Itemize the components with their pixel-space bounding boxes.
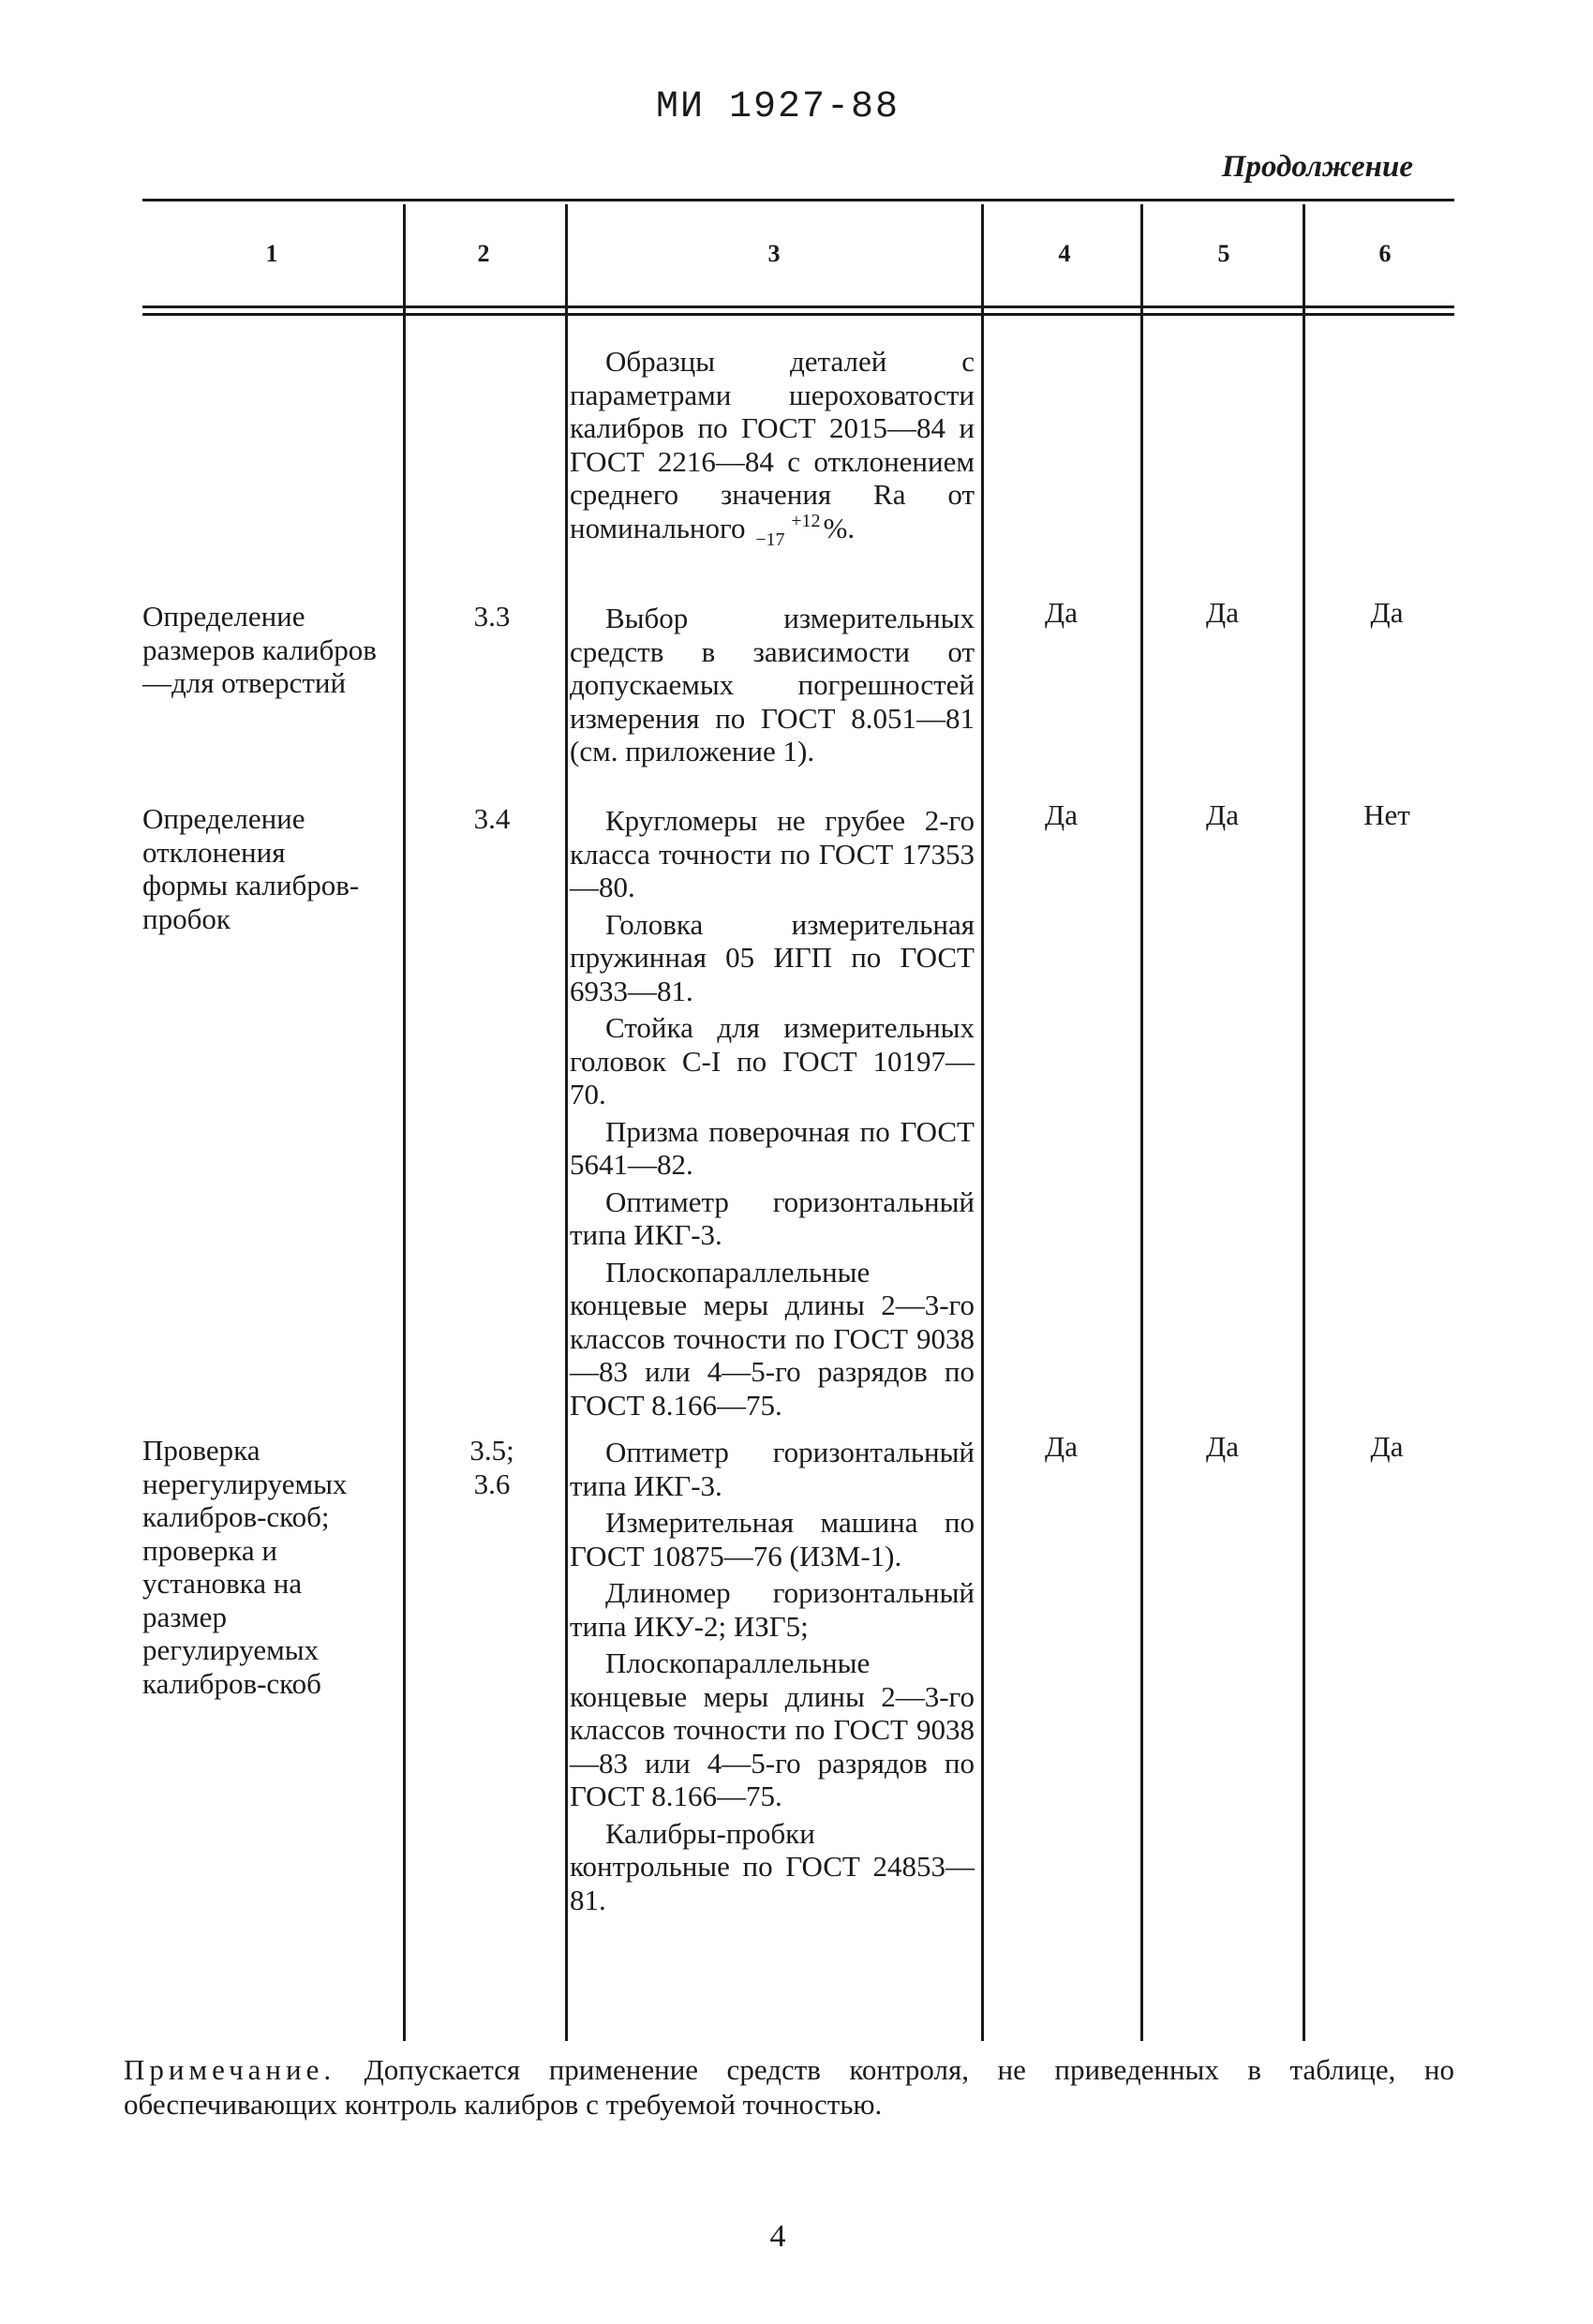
- tolerance-lower: −17: [755, 529, 785, 551]
- measuring-means-cell: [570, 602, 975, 772]
- column-number: 2: [477, 240, 490, 267]
- operation-cell: Проверка нерегулируемых калибров-скоб; проверка и установка на размер регулируемых калибров-скоб: [142, 1434, 348, 1700]
- means-item: Оптиметр горизонтальный типа ИКГ-3.: [570, 1184, 975, 1251]
- means-item: Стойка для измерительных головок С-I по ГОСТ 10197—70.: [570, 1011, 975, 1110]
- column-number: 1: [265, 240, 278, 267]
- column-number: 5: [1217, 240, 1230, 267]
- table-top-rule: [142, 199, 1454, 201]
- col6-cell: Нет: [1363, 798, 1410, 831]
- measuring-means-cell: [570, 1436, 975, 1920]
- measuring-means-intro: [570, 345, 975, 553]
- header-bottom-rule: [142, 305, 1454, 308]
- document-code: МИ 1927-88: [655, 86, 901, 128]
- header-bottom-rule-double: [142, 313, 1454, 316]
- operation-cell: Определение размеров калибров—для отверстий: [142, 600, 377, 699]
- tolerance-unit: %.: [823, 511, 856, 544]
- col5-cell: Да: [1206, 798, 1239, 831]
- continuation-label: Продолжение: [1221, 150, 1413, 184]
- means-item: Калибры-пробки контрольные по ГОСТ 24853—81.: [570, 1816, 975, 1916]
- means-item: Плоскопараллельные концевые меры длины 2—3-го классов точности по ГОСТ 9038—83 или 4—5-го разрядов по ГОСТ 8.166—75.: [570, 1255, 975, 1422]
- tolerance-fraction: [755, 512, 820, 549]
- clause-line: 3.6: [473, 1467, 511, 1500]
- means-item: Оптиметр горизонтальный типа ИКГ-3.: [570, 1436, 975, 1502]
- col4-cell: Да: [1045, 1430, 1078, 1463]
- means-item: Длиномер горизонтальный типа ИКУ-2; ИЗГ5;: [570, 1576, 975, 1643]
- column-divider-1: [403, 204, 406, 2041]
- operation-cell: Определение отклонения формы калибров-пробок: [142, 802, 360, 935]
- clause-cell: 3.4: [473, 802, 511, 835]
- means-item: Головка измерительная пружинная 05 ИГП по ГОСТ 6933—81.: [570, 907, 975, 1007]
- col5-cell: Да: [1206, 1430, 1239, 1463]
- intro-text: Образцы деталей с параметрами шероховатости калибров по ГОСТ 2015—84 и ГОСТ 2216—84 с отклонением среднего значения Ra от номинального: [570, 345, 975, 544]
- note-label: Примечание.: [124, 2053, 336, 2086]
- col5-cell: Да: [1206, 596, 1239, 629]
- means-item: Измерительная машина по ГОСТ 10875—76 (ИЗМ-1).: [570, 1506, 975, 1572]
- means-item: Кругломеры не грубее 2-го класса точности по ГОСТ 17353—80.: [570, 804, 975, 903]
- clause-cell: [412, 1434, 572, 1500]
- page-number: 4: [769, 2219, 786, 2254]
- column-divider-4: [1140, 204, 1143, 2041]
- means-item: Плоскопараллельные концевые меры длины 2—3-го классов точности по ГОСТ 9038—83 или 4—5-го разрядов по ГОСТ 8.166—75.: [570, 1646, 975, 1812]
- column-divider-3: [981, 204, 984, 2041]
- clause-cell: 3.3: [473, 600, 511, 633]
- col6-cell: Да: [1370, 1430, 1404, 1463]
- col4-cell: Да: [1045, 596, 1078, 629]
- tolerance-upper: +12: [791, 511, 821, 532]
- col4-cell: Да: [1045, 798, 1078, 831]
- column-number: 6: [1378, 240, 1392, 267]
- clause-line: 3.5;: [469, 1434, 514, 1467]
- note-text: Допускается применение средств контроля, не приведенных в таблице, но обеспечивающих контроль калибров с требуемой точностью.: [124, 2053, 1454, 2121]
- means-item: Выбор измерительных средств в зависимости от допускаемых погрешностей измерения по ГОСТ 8.051—81 (см. приложение 1).: [570, 602, 975, 767]
- column-divider-5: [1303, 204, 1305, 2041]
- column-divider-2: [565, 204, 568, 2041]
- table-note: [124, 2052, 1454, 2122]
- measuring-means-cell: [570, 804, 975, 1425]
- column-number: 3: [767, 240, 781, 267]
- col6-cell: Да: [1370, 596, 1404, 629]
- column-number: 4: [1058, 240, 1071, 267]
- means-item: Призма поверочная по ГОСТ 5641—82.: [570, 1114, 975, 1181]
